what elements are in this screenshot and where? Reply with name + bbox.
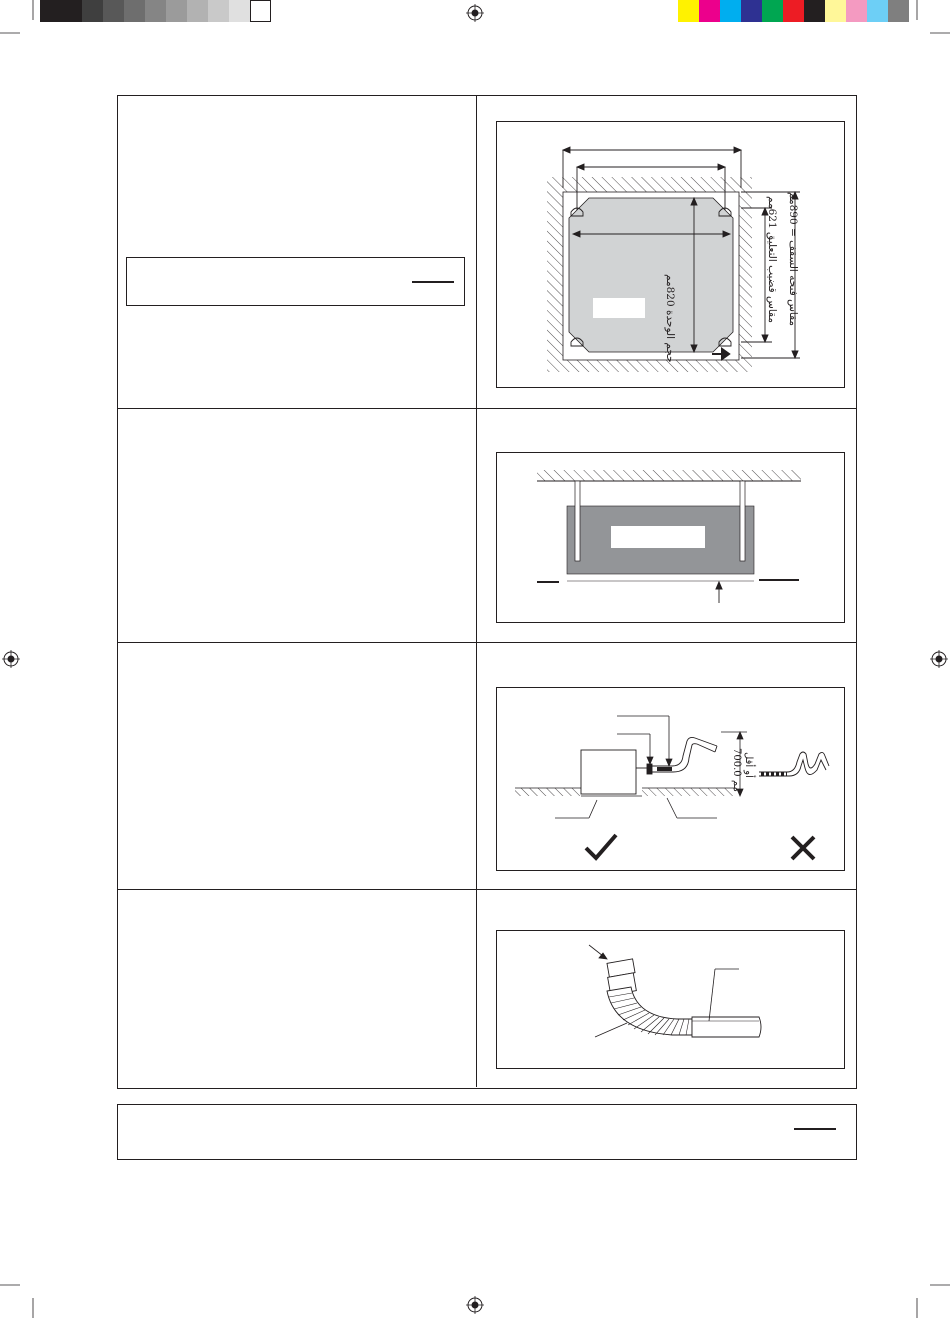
flexible-hose-diagram: [497, 931, 844, 1068]
row-divider: [117, 642, 856, 643]
section-2-figure: [496, 452, 845, 623]
ceiling-opening-label: مقاس فتحة السقف = 890مم: [787, 192, 799, 327]
row-divider: [117, 408, 856, 409]
unit-size-label: حجم الوحدة 820مم: [664, 274, 676, 363]
x-cross-icon: [789, 834, 817, 866]
section-3-figure: [496, 687, 845, 871]
hanger-size-label: مقاس قضيب التعليق 621مم: [766, 196, 778, 323]
section-4-figure: [496, 930, 845, 1069]
or-less-label: أو أقل: [743, 752, 754, 778]
ceiling-suspension-diagram: [497, 453, 844, 622]
column-divider: [476, 95, 477, 1087]
unit-body-shape: [569, 198, 733, 352]
bottom-note-box: [117, 1104, 857, 1160]
checkmark-icon: [583, 832, 619, 866]
section-1-note-rule: [412, 281, 454, 283]
height-label: 700.0 مم: [731, 748, 742, 792]
row-divider: [117, 889, 856, 890]
bottom-note-rule: [794, 1128, 836, 1130]
